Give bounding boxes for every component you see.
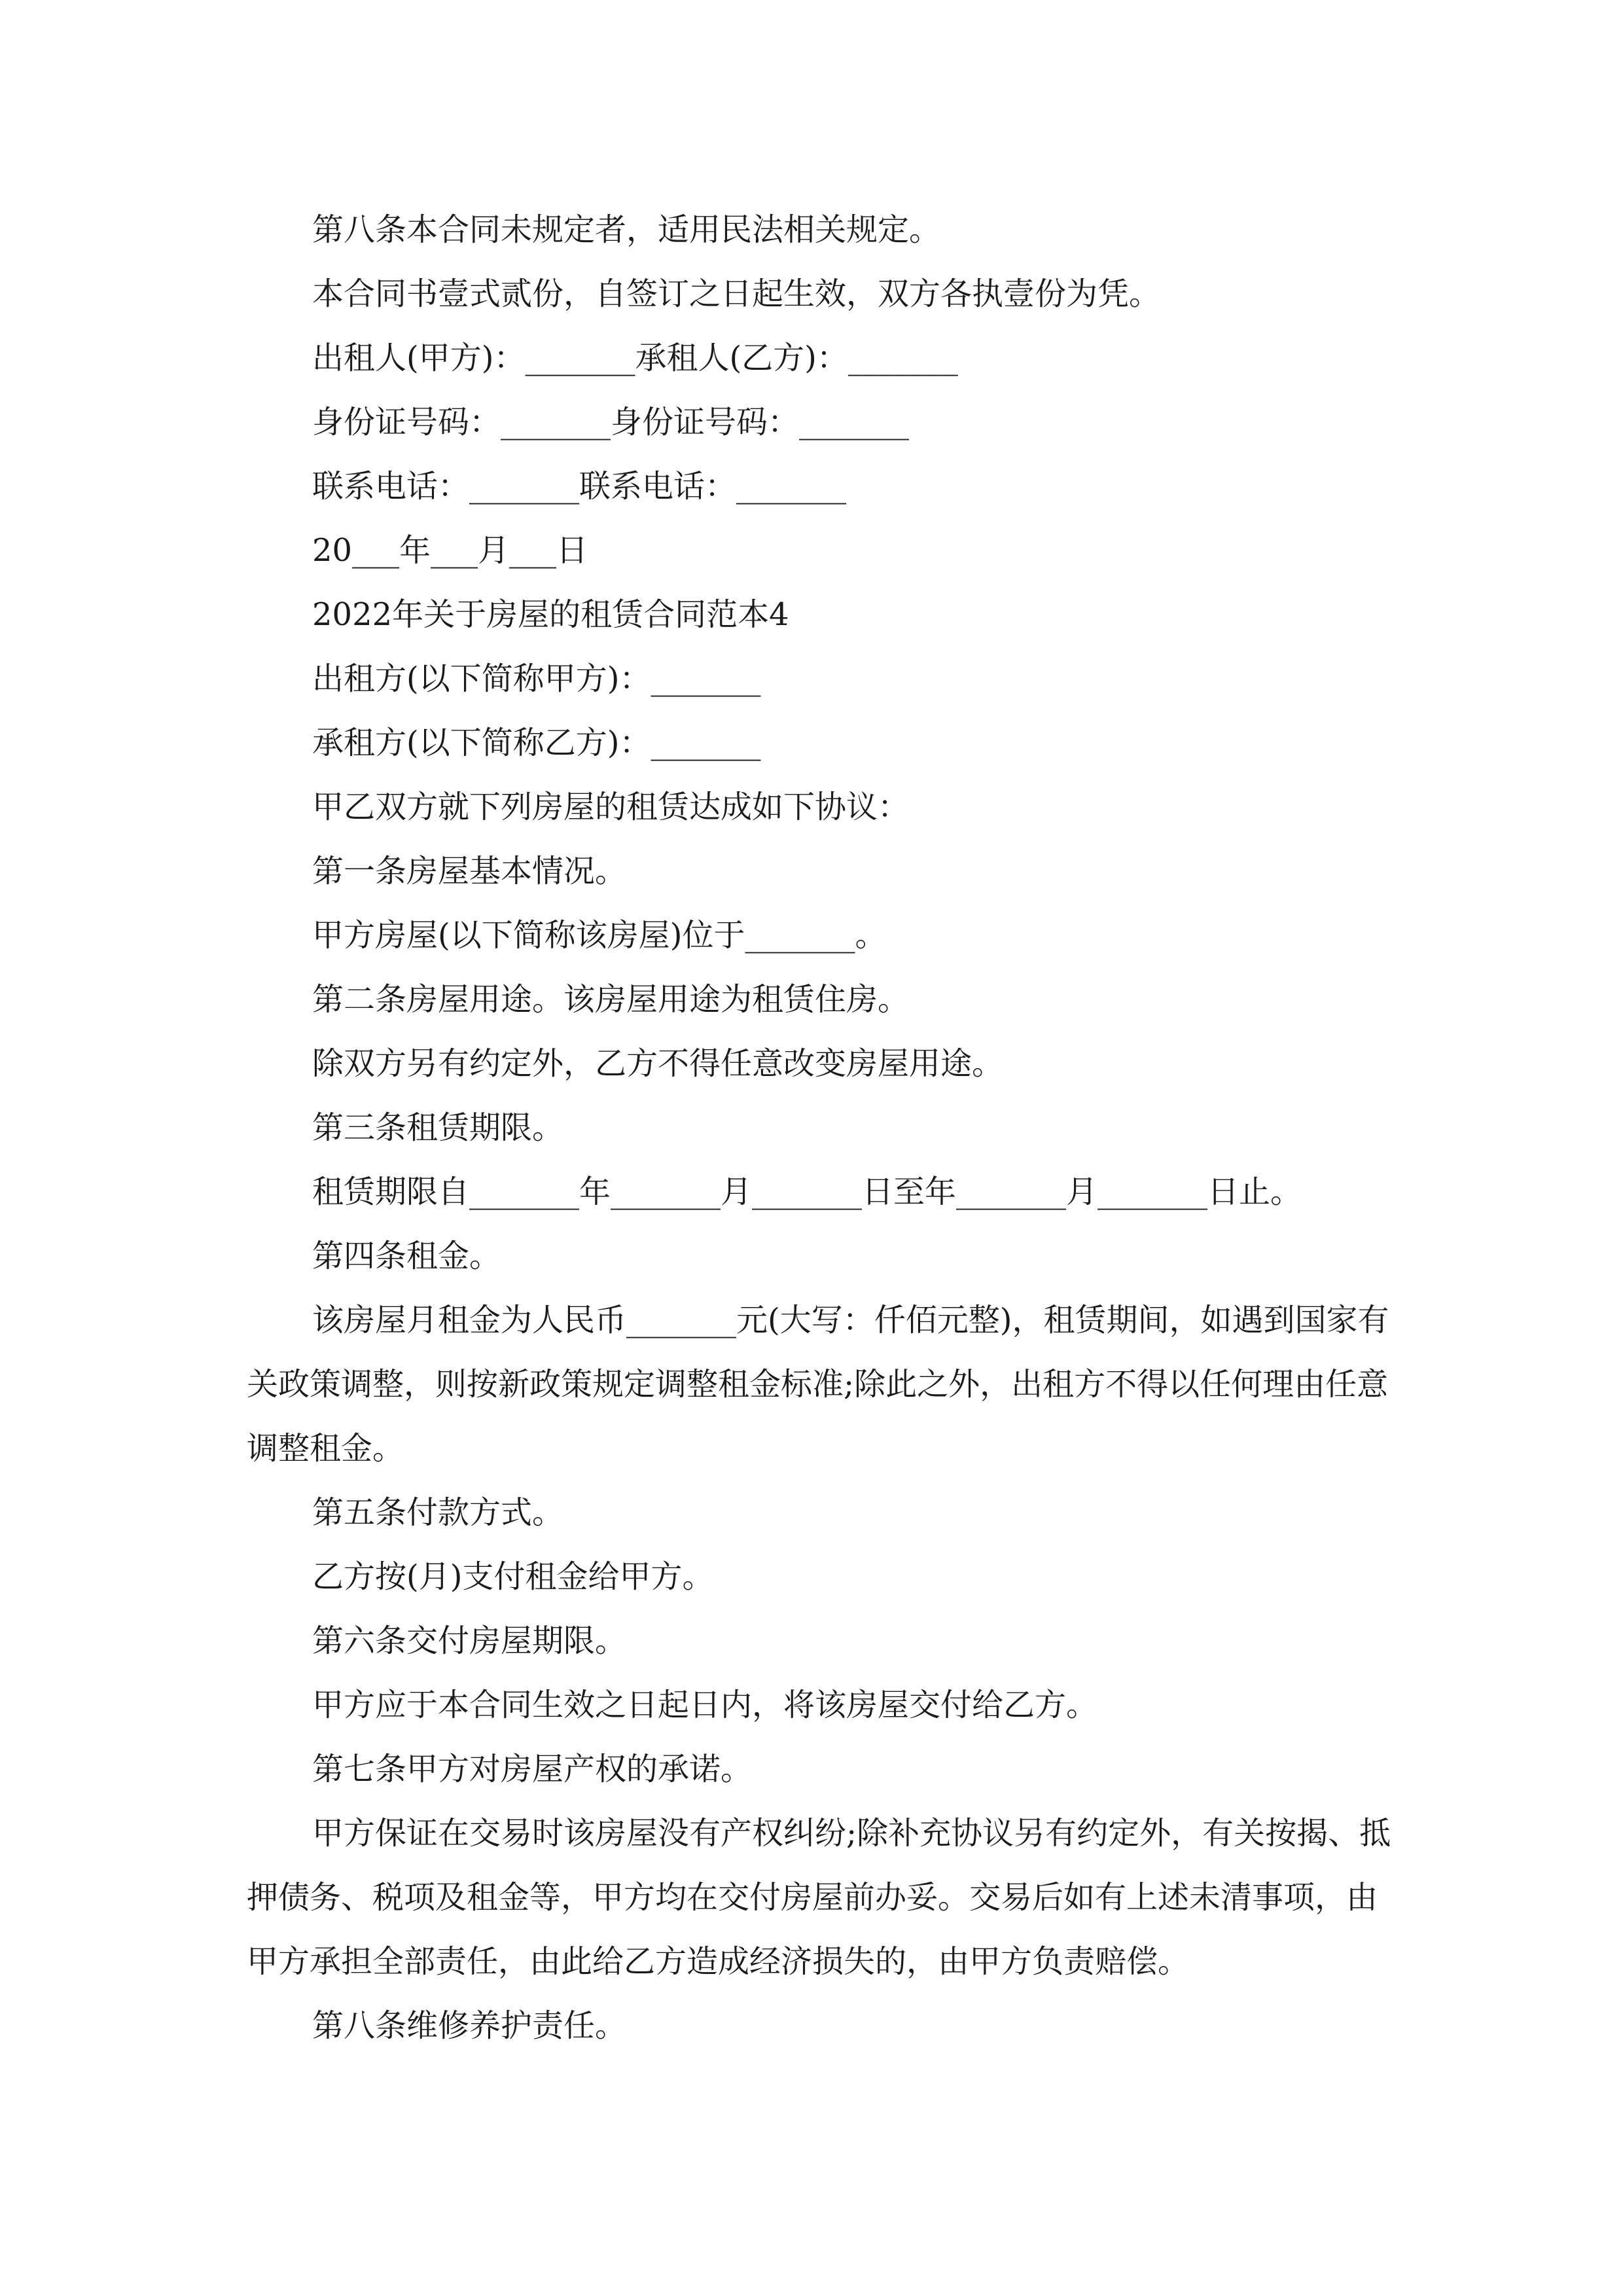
text-line: 甲方应于本合同生效之日起日内，将该房屋交付给乙方。 [312,1687,1098,1723]
text-line: 20___年___月___日 [312,532,588,569]
text-line: 除双方另有约定外，乙方不得任意改变房屋用途。 [312,1045,1004,1082]
text-line: 第七条甲方对房屋产权的承诺。 [312,1751,753,1787]
text-line: 第二条房屋用途。该房屋用途为租赁住房。 [312,981,910,1018]
text-line: 乙方按(月)支付租金给甲方。 [312,1558,714,1595]
text-line: 第八条本合同未规定者，适用民法相关规定。 [312,211,941,248]
text-line: 第四条租金。 [312,1238,501,1274]
text-line: 本合同书壹式贰份，自签订之日起生效，双方各执壹份为凭。 [312,276,1161,312]
text-line: 第八条维修养护责任。 [312,2007,627,2044]
text-line: 出租方(以下简称甲方)：_______ [312,660,761,697]
paragraph-title-guarantee: 甲方保证在交易时该房屋没有产权纠纷;除补充协议另有约定外，有关按揭、抵押债务、税项及租金等，甲方均在交付房屋前办妥。交易后如有上述未清事项，由甲方承担全部责任，由此给乙方造成经济损失的，由甲方负责赔偿。 [247,1815,1391,1980]
section-title: 2022年关于房屋的租赁合同范本4 [312,596,789,633]
text-line: 租赁期限自_______年_______月_______日至年_______月_______日止。 [312,1174,1302,1210]
text-line: 第六条交付房屋期限。 [312,1623,627,1659]
text-line: 甲方房屋(以下简称该房屋)位于_______。 [312,917,887,954]
text-line: 甲乙双方就下列房屋的租赁达成如下协议： [312,789,910,825]
text-line: 第一条房屋基本情况。 [312,853,627,889]
text-line: 第三条租赁期限。 [312,1109,564,1146]
text-line: 承租方(以下简称乙方)：_______ [312,725,761,761]
text-line: 身份证号码：_______身份证号码：_______ [312,404,910,440]
text-line: 出租人(甲方)：_______承租人(乙方)：_______ [312,340,958,376]
paragraph-rent: 该房屋月租金为人民币_______元(大写：仟佰元整)，租赁期间，如遇到国家有关政策调整，则按新政策规定调整租金标准;除此之外，出租方不得以任何理由任意调整租金。 [247,1302,1389,1467]
text-line: 第五条付款方式。 [312,1494,564,1531]
document-body [247,198,1399,2058]
text-line: 联系电话：_______联系电话：_______ [312,468,847,505]
